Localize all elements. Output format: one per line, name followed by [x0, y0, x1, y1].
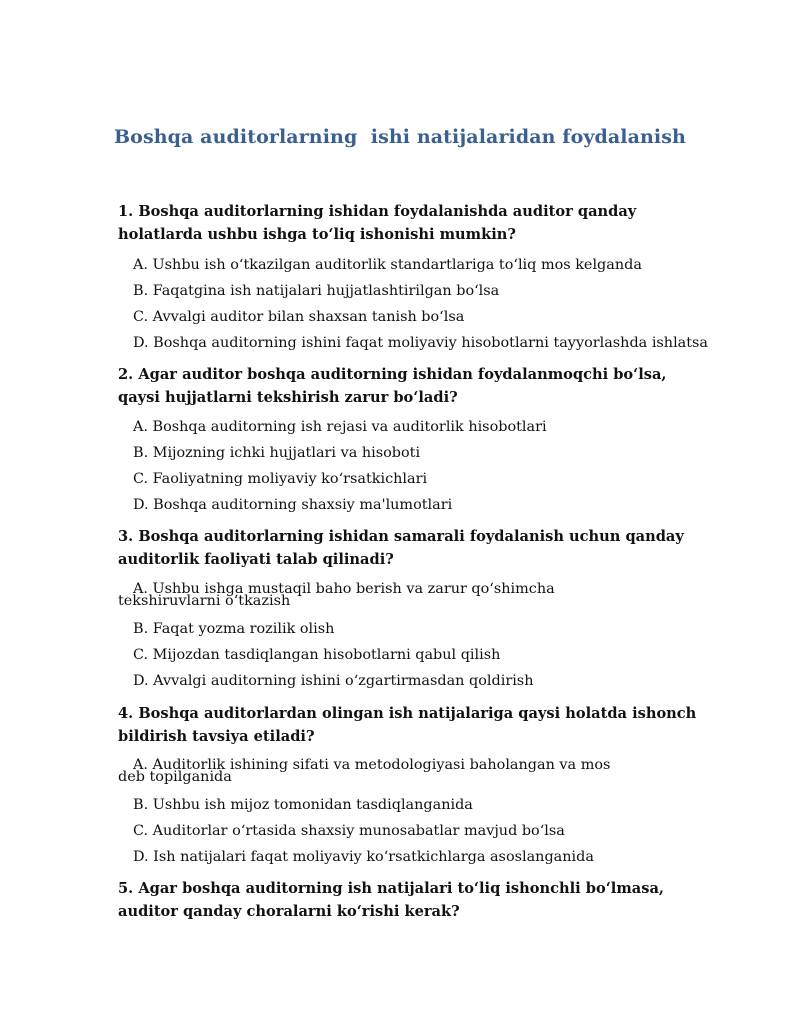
- question-2: 2. Agar auditor boshqa auditorning ishidan foydalanmoqchi bo‘lsa, qaysi hujjatlarni tekshirish zarur bo‘ladi?: [118, 366, 667, 406]
- question-5: 5. Agar boshqa auditorning ish natijalari to‘liq ishonchli bo‘lmasa, auditor qanday choralarni ko‘rishi kerak?: [118, 880, 664, 920]
- question-2-option-c: C. Faoliyatning moliyaviy ko‘rsatkichlari: [133, 471, 428, 487]
- question-2-option-a: A. Boshqa auditorning ish rejasi va auditorlik hisobotlari: [133, 419, 547, 435]
- question-3: 3. Boshqa auditorlarning ishidan samarali foydalanish uchun qanday auditorlik faoliyati talab qilinadi?: [118, 528, 684, 568]
- question-3-option-b: B. Faqat yozma rozilik olish: [133, 621, 335, 637]
- question-1-option-c: C. Avvalgi auditor bilan shaxsan tanish bo‘lsa: [133, 309, 465, 325]
- question-1-option-b: B. Faqatgina ish natijalari hujjatlashtirilgan bo‘lsa: [133, 283, 500, 299]
- question-4-option-c: C. Auditorlar o‘rtasida shaxsiy munosabatlar mavjud bo‘lsa: [133, 823, 565, 839]
- question-3-option-d: D. Avvalgi auditorning ishini o‘zgartirmasdan qoldirish: [133, 673, 534, 689]
- question-2-option-b: B. Mijozning ichki hujjatlari va hisoboti: [133, 445, 421, 461]
- question-1-option-a: A. Ushbu ish o‘tkazilgan auditorlik standartlariga to‘liq mos kelganda: [133, 257, 642, 273]
- question-1: 1. Boshqa auditorlarning ishidan foydalanishda auditor qanday holatlarda ushbu ishga to‘liq ishonishi mumkin?: [118, 203, 637, 243]
- question-2-option-d: D. Boshqa auditorning shaxsiy ma'lumotlari: [133, 497, 453, 513]
- question-4-option-d: D. Ish natijalari faqat moliyaviy ko‘rsatkichlarga asoslanganida: [133, 849, 594, 865]
- page-title: Boshqa auditorlarning ishi natijalaridan foydalanish: [114, 126, 686, 148]
- question-4: 4. Boshqa auditorlardan olingan ish natijalariga qaysi holatda ishonch bildirish tavsiya etiladi?: [118, 705, 697, 745]
- question-4-option-b: B. Ushbu ish mijoz tomonidan tasdiqlanganida: [133, 797, 473, 813]
- question-4-option-a: A. Auditorlik ishining sifati va metodologiyasi baholangan va mos deb topilganida: [118, 757, 611, 785]
- question-3-option-a: A. Ushbu ishga mustaqil baho berish va zarur qo‘shimcha tekshiruvlarni o‘tkazish: [118, 581, 555, 609]
- question-1-option-d: D. Boshqa auditorning ishini faqat moliyaviy hisobotlarni tayyorlashda ishlatsa: [133, 335, 708, 351]
- question-3-option-c: C. Mijozdan tasdiqlangan hisobotlarni qabul qilish: [133, 647, 501, 663]
